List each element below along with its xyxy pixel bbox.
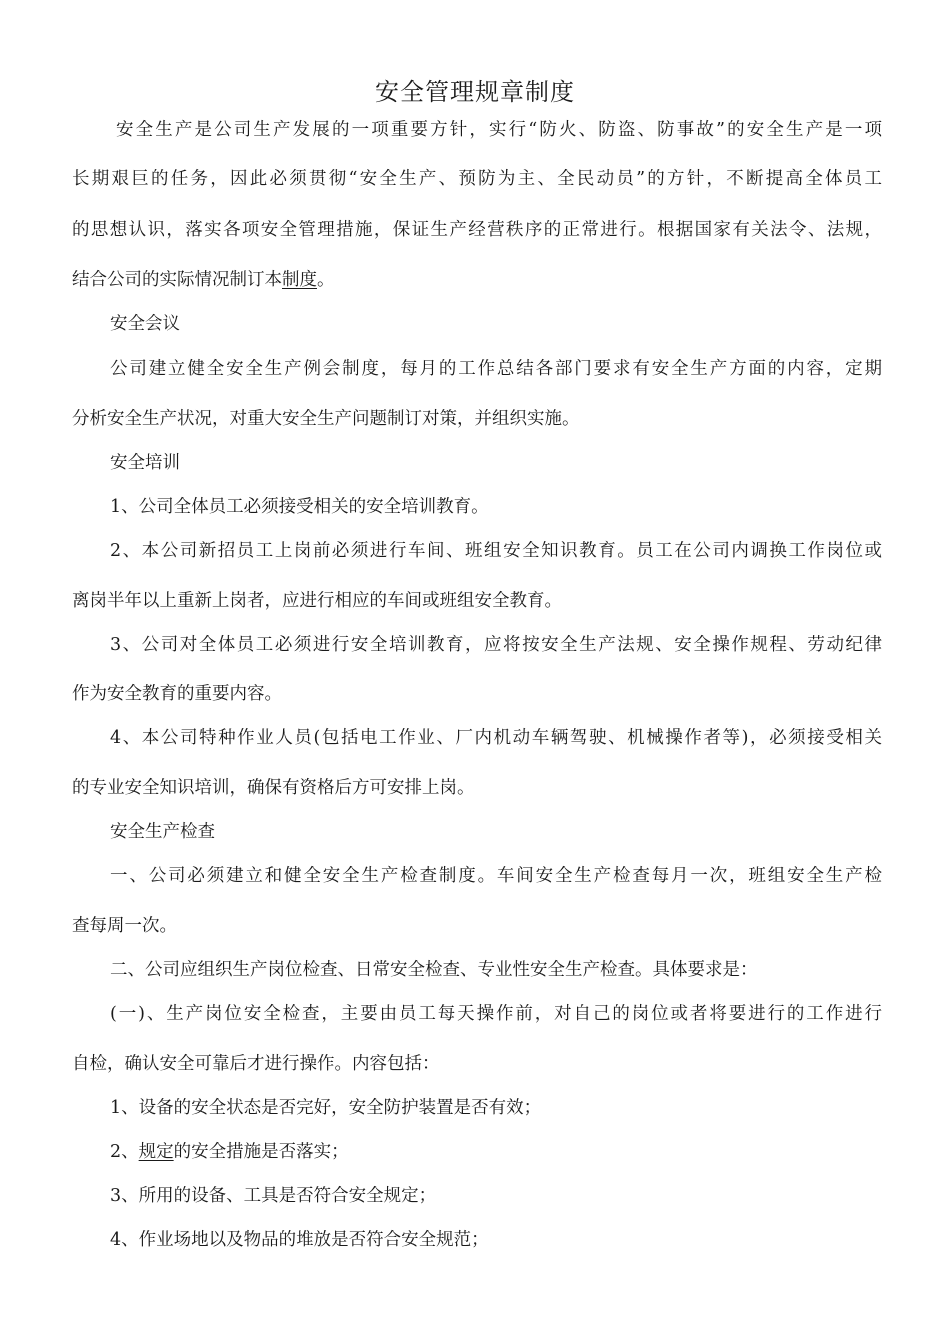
document-title: 安全管理规章制度 (375, 78, 575, 106)
check-item-1: 1、设备的安全状态是否完好，安全防护装置是否有效； (110, 1098, 542, 1118)
inspection-p3-line-1: (一)、生产岗位安全检查，主要由员工每天操作前，对自己的岗位或者将要进行的工作进行 (110, 1004, 882, 1024)
inspection-p2: 二、公司应组织生产岗位检查、日常安全检查、专业性安全生产检查。具体要求是： (110, 960, 758, 980)
meeting-line-2: 分析安全生产状况，对重大安全生产问题制订对策，并组织实施。 (72, 409, 580, 429)
meeting-line-1: 公司建立健全安全生产例会制度，每月的工作总结各部门要求有安全生产方面的内容，定期 (110, 359, 882, 379)
intro-line-4 (72, 267, 882, 293)
intro-line-1: 安全生产是公司生产发展的一项重要方针，实行“防火、防盗、防事故”的安全生产是一项 (116, 120, 882, 140)
rules-link[interactable]: 规定 (138, 1142, 174, 1162)
check-item-2-text: 的安全措施是否落实； (173, 1142, 349, 1162)
check-item-2 (72, 1139, 882, 1165)
training-item-4-line-2: 的专业安全知识培训，确保有资格后方可安排上岗。 (72, 778, 475, 798)
intro-text: 结合公司的实际情况制订本 (72, 270, 282, 290)
section-heading-inspection: 安全生产检查 (110, 822, 215, 842)
inspection-p3-line-2: 自检，确认安全可靠后才进行操作。内容包括： (72, 1054, 440, 1074)
section-heading-training: 安全培训 (110, 453, 180, 473)
intro-line-2: 长期艰巨的任务，因此必须贯彻“安全生产、预防为主、全民动员”的方针，不断提高全体员工 (72, 169, 882, 189)
inspection-p1-line-2: 查每周一次。 (72, 916, 177, 936)
check-item-3: 3、所用的设备、工具是否符合安全规定； (110, 1186, 437, 1206)
training-item-1: 1、公司全体员工必须接受相关的安全培训教育。 (110, 497, 489, 517)
section-heading-meeting: 安全会议 (110, 314, 180, 334)
training-item-3-line-1: 3、公司对全体员工必须进行安全培训教育，应将按安全生产法规、安全操作规程、劳动纪律 (110, 635, 882, 655)
inspection-p1-line-1: 一、公司必须建立和健全安全生产检查制度。车间安全生产检查每月一次，班组安全生产检 (110, 866, 882, 886)
training-item-2-line-1: 2、本公司新招员工上岗前必须进行车间、班组安全知识教育。员工在公司内调换工作岗位或 (110, 541, 882, 561)
training-item-4-line-1: 4、本公司特种作业人员(包括电工作业、厂内机动车辆驾驶、机械操作者等)，必须接受相关 (110, 728, 882, 748)
intro-line-3: 的思想认识，落实各项安全管理措施，保证生产经营秩序的正常进行。根据国家有关法令、法规， (72, 220, 882, 240)
check-item-2-number: 2、 (110, 1142, 139, 1162)
training-item-2-line-2: 离岗半年以上重新上岗者，应进行相应的车间或班组安全教育。 (72, 591, 562, 611)
regulation-link[interactable]: 制度 (282, 270, 317, 290)
training-item-3-line-2: 作为安全教育的重要内容。 (72, 684, 282, 704)
check-item-4: 4、作业场地以及物品的堆放是否符合安全规范； (110, 1230, 489, 1250)
intro-period: 。 (317, 270, 335, 290)
